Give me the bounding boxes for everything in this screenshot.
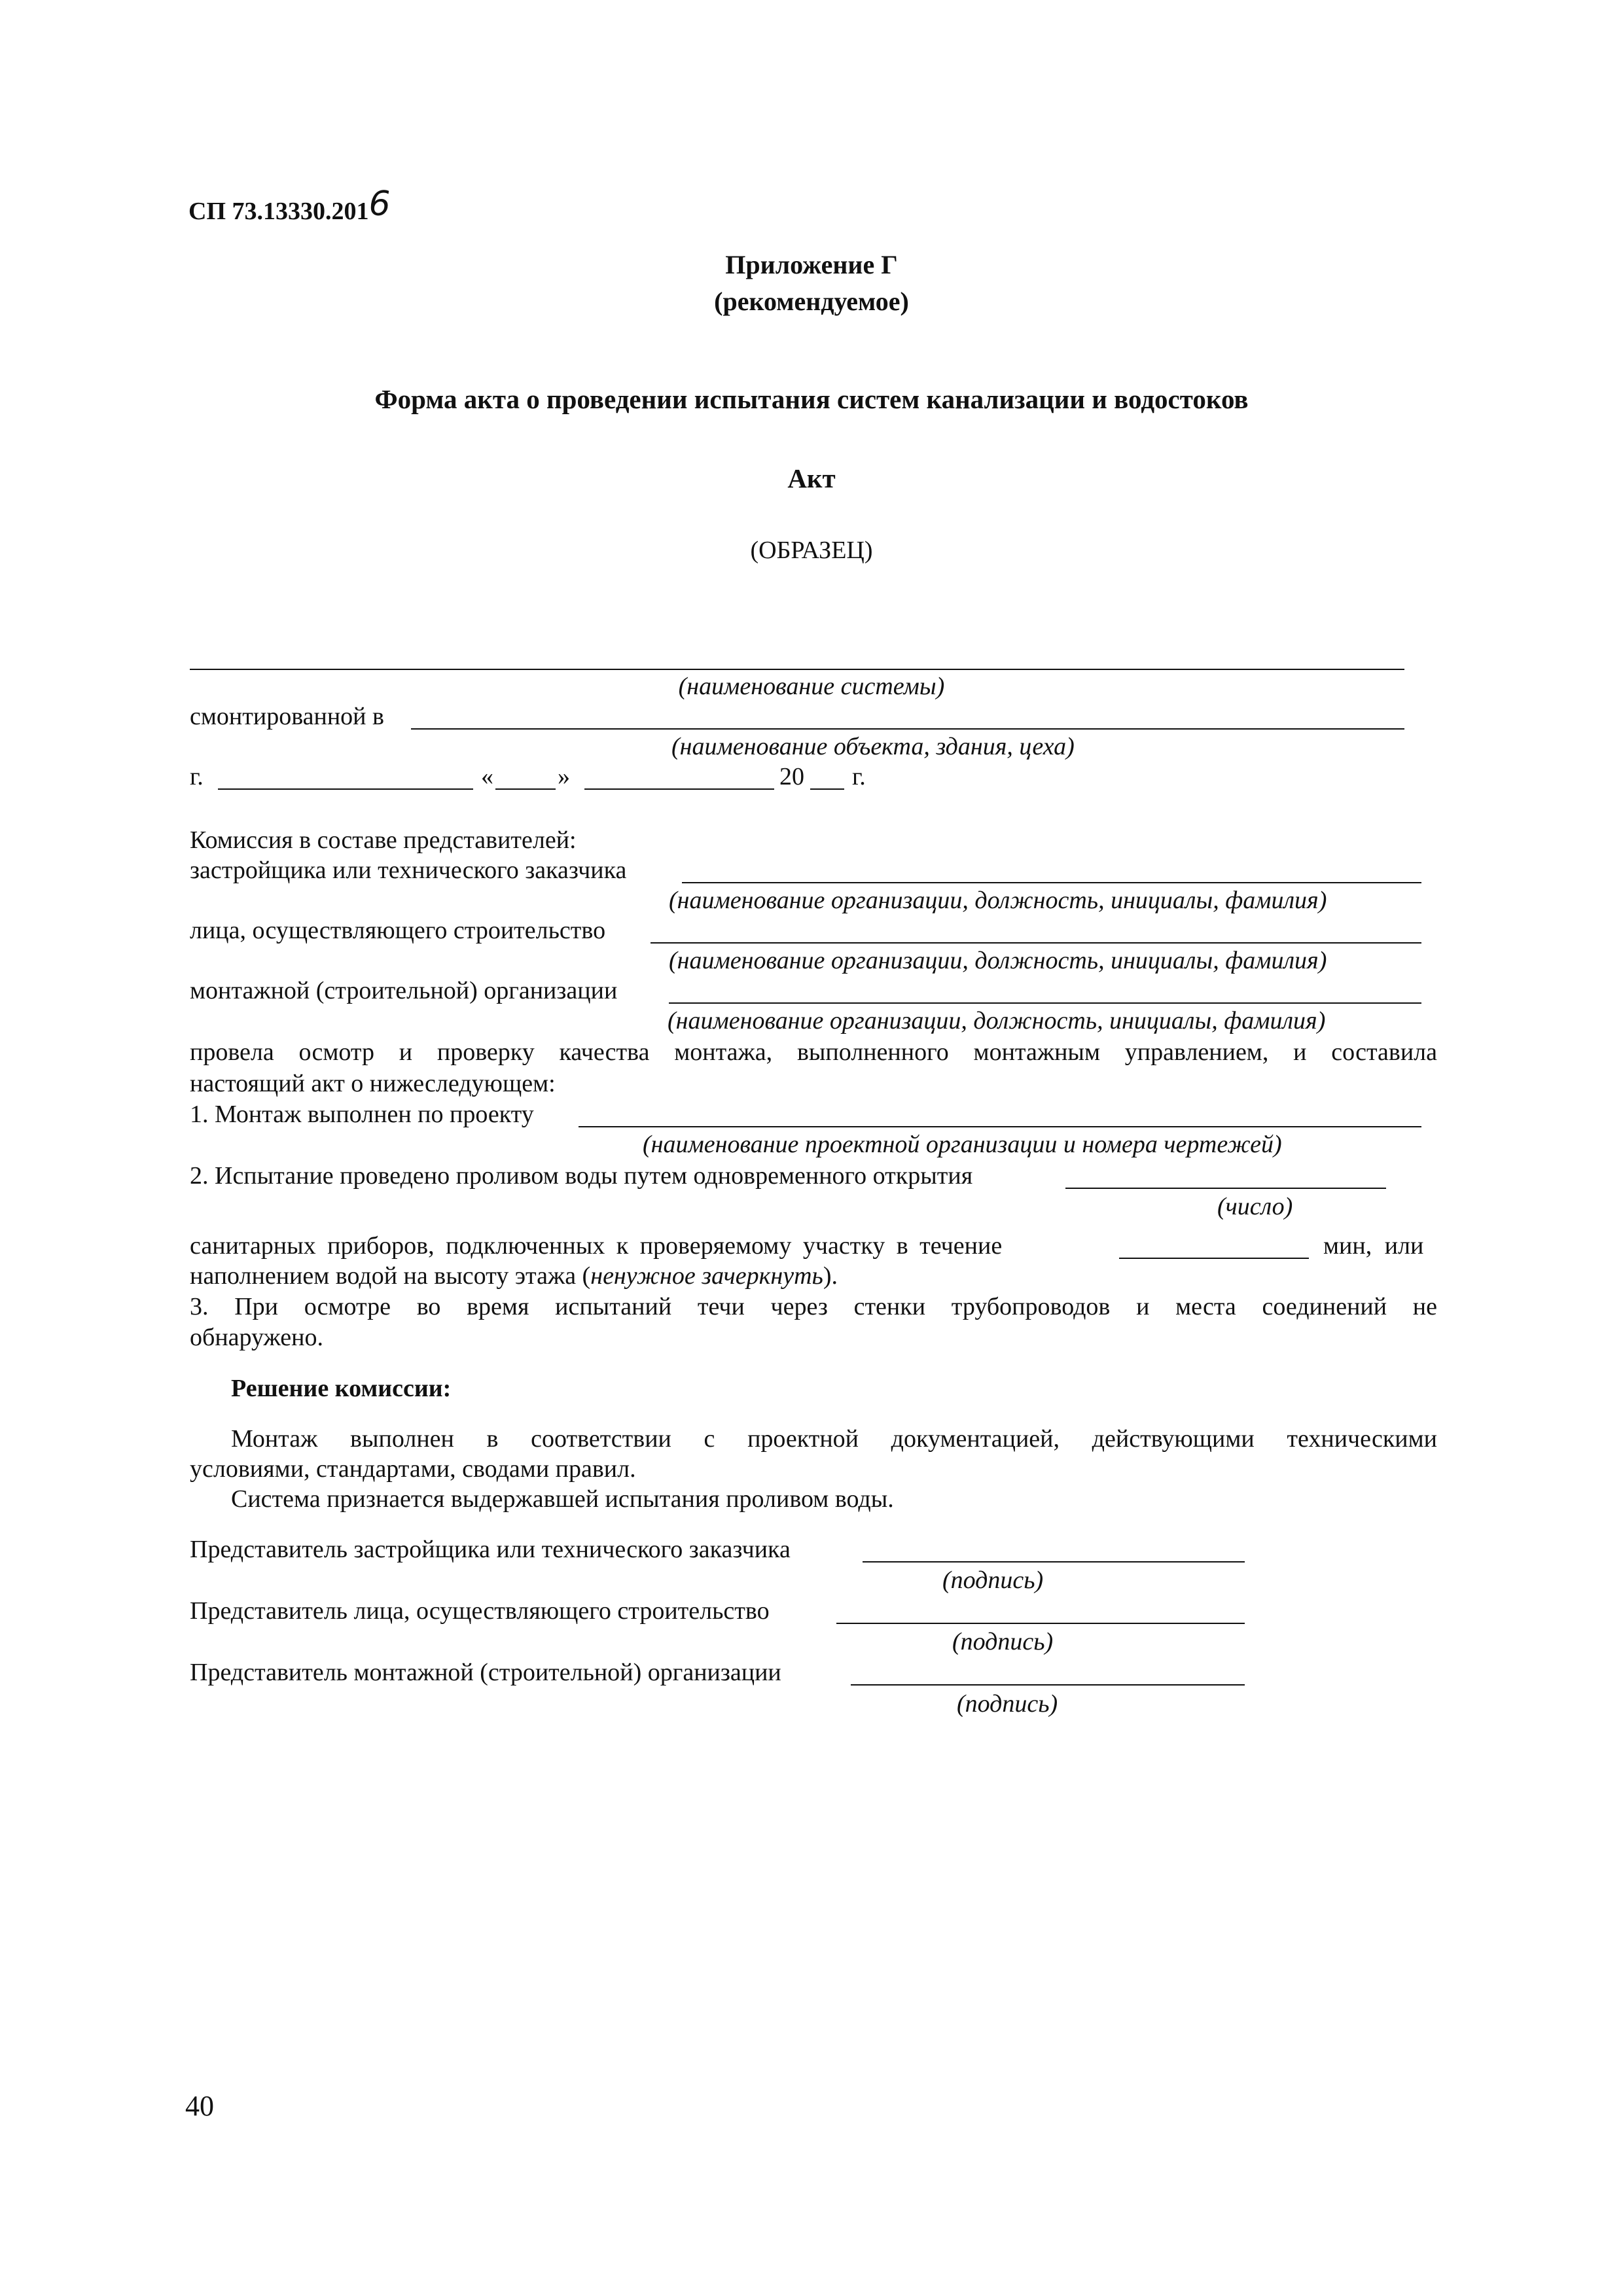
developer-signature-field[interactable] bbox=[863, 1561, 1245, 1563]
sample-label: (ОБРАЗЕЦ) bbox=[750, 537, 873, 564]
year-prefix: 20 bbox=[779, 763, 804, 790]
inspection-line-2: настоящий акт о нижеследующем: bbox=[190, 1070, 556, 1097]
quote-close: » bbox=[558, 763, 570, 790]
quote-open: « bbox=[481, 763, 493, 790]
developer-signature-caption: (подпись) bbox=[942, 1566, 1044, 1594]
city-prefix: г. bbox=[190, 763, 204, 790]
day-field[interactable] bbox=[495, 788, 556, 790]
builder-signature-field[interactable] bbox=[836, 1623, 1245, 1624]
developer-rep-label: Представитель застройщика или технического заказчика bbox=[190, 1536, 791, 1563]
item2-line2-left: санитарных приборов, подключенных к проверяемому участку в течение bbox=[190, 1232, 1003, 1260]
decision-para1-line2: условиями, стандартами, сводами правил. bbox=[190, 1455, 636, 1483]
document-code bbox=[188, 185, 391, 225]
builder-label: лица, осуществляющего строительство bbox=[190, 917, 606, 944]
developer-label: застройщика или технического заказчика bbox=[190, 857, 627, 884]
decision-heading: Решение комиссии: bbox=[231, 1375, 452, 1402]
appendix-title: Приложение Г bbox=[725, 250, 898, 279]
installer-signature-field[interactable] bbox=[851, 1684, 1245, 1686]
installer-field[interactable] bbox=[669, 1002, 1421, 1004]
builder-signature-caption: (подпись) bbox=[952, 1628, 1054, 1655]
month-field[interactable] bbox=[584, 788, 774, 790]
decision-para1-line1: Монтаж выполнен в соответствии с проектной документацией, действующими техническими bbox=[231, 1425, 1437, 1453]
mounted-in-label: смонтированной в bbox=[190, 703, 384, 730]
decision-para2: Система признается выдержавшей испытания проливом воды. bbox=[231, 1485, 894, 1513]
commission-heading: Комиссия в составе представителей: bbox=[190, 826, 577, 854]
item2-line3-italic: ненужное зачеркнуть bbox=[590, 1262, 823, 1290]
project-field[interactable] bbox=[579, 1126, 1421, 1127]
system-name-field[interactable] bbox=[190, 669, 1404, 670]
item3-line-1: 3. При осмотре во время испытаний течи через стенки трубопроводов и места соединений не bbox=[190, 1293, 1437, 1320]
year-field[interactable] bbox=[810, 788, 844, 790]
system-name-caption: (наименование системы) bbox=[678, 673, 945, 700]
duration-field[interactable] bbox=[1119, 1258, 1309, 1259]
builder-caption: (наименование организации, должность, инициалы, фамилия) bbox=[669, 947, 1327, 974]
item1-label: 1. Монтаж выполнен по проекту bbox=[190, 1101, 534, 1128]
item2-line2-right: мин, или bbox=[1323, 1232, 1424, 1260]
item2-line3 bbox=[190, 1263, 838, 1288]
inspection-line-1: провела осмотр и проверку качества монтажа, выполненного монтажным управлением, и составила bbox=[190, 1038, 1437, 1066]
item2-line3-end: ). bbox=[823, 1262, 838, 1290]
item2-label: 2. Испытание проведено проливом воды путем одновременного открытия bbox=[190, 1162, 973, 1190]
object-name-field[interactable] bbox=[411, 728, 1404, 730]
fixtures-count-field[interactable] bbox=[1065, 1188, 1386, 1189]
builder-field[interactable] bbox=[651, 942, 1421, 944]
installer-rep-label: Представитель монтажной (строительной) организации bbox=[190, 1659, 781, 1686]
installer-signature-caption: (подпись) bbox=[957, 1690, 1058, 1718]
handwritten-year-digit: 6 bbox=[368, 185, 391, 224]
form-title: Форма акта о проведении испытания систем канализации и водостоков bbox=[374, 384, 1249, 414]
item2-caption: (число) bbox=[1217, 1193, 1293, 1220]
installer-caption: (наименование организации, должность, инициалы, фамилия) bbox=[668, 1007, 1326, 1034]
item1-caption: (наименование проектной организации и номера чертежей) bbox=[643, 1131, 1282, 1158]
page-number: 40 bbox=[185, 2090, 214, 2122]
item2-line3-start: наполнением водой на высоту этажа ( bbox=[190, 1262, 591, 1290]
act-title: Акт bbox=[787, 463, 836, 493]
builder-rep-label: Представитель лица, осуществляющего строительство bbox=[190, 1597, 770, 1625]
developer-caption: (наименование организации, должность, инициалы, фамилия) bbox=[669, 887, 1327, 914]
item3-line-2: обнаружено. bbox=[190, 1324, 323, 1351]
object-caption: (наименование объекта, здания, цеха) bbox=[671, 733, 1075, 760]
developer-field[interactable] bbox=[682, 882, 1421, 883]
city-field[interactable] bbox=[218, 788, 473, 790]
year-suffix: г. bbox=[852, 763, 866, 790]
installer-label: монтажной (строительной) организации bbox=[190, 977, 618, 1004]
document-code-text: СП 73.13330.201 bbox=[188, 198, 369, 225]
appendix-status: (рекомендуемое) bbox=[714, 287, 909, 316]
